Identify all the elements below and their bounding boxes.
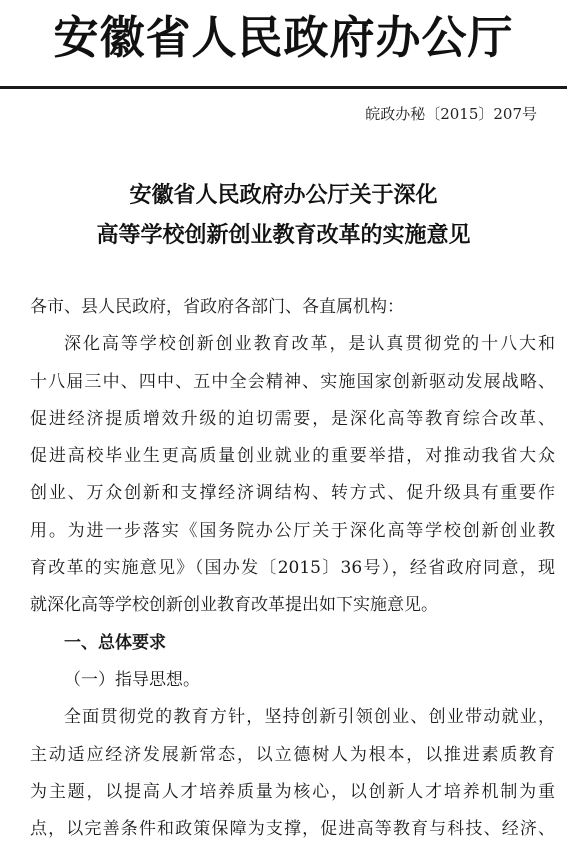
document-body bbox=[30, 289, 555, 848]
para2-line: 主动适应经济发展新常态，以立德树人为根本，以推进素质教育 bbox=[30, 744, 555, 765]
subsection-heading: （一）指导思想。 bbox=[64, 669, 200, 690]
issuing-organization-header: 安徽省人民政府办公厅 bbox=[53, 11, 514, 64]
para2-line: 点，以完善条件和政策保障为支撑，促进高等教育与科技、经济、 bbox=[30, 819, 555, 840]
para1-line: 育改革的实施意见》（国办发〔2015〕36号），经省政府同意，现 bbox=[30, 558, 555, 579]
para1-line: 用。为进一步落实《国务院办公厅关于深化高等学校创新创业教 bbox=[30, 520, 555, 541]
para1-line: 创业、万众创新和支撑经济调结构、转方式、促升级具有重要作 bbox=[30, 483, 555, 504]
para1-line: 促进高校毕业生更高质量创业就业的重要举措，对推动我省大众 bbox=[30, 446, 555, 467]
document-title-line-1: 安徽省人民政府办公厅关于深化 bbox=[129, 182, 438, 208]
para1-line: 就深化高等学校创新创业教育改革提出如下实施意见。 bbox=[30, 595, 438, 616]
para1-line: 深化高等学校创新创业教育改革，是认真贯彻党的十八大和 bbox=[64, 334, 555, 355]
para1-line: 促进经济提质增效升级的迫切需要，是深化高等教育综合改革、 bbox=[30, 408, 555, 429]
document-title-line-2: 高等学校创新创业教育改革的实施意见 bbox=[96, 222, 471, 248]
para2-line: 为主题，以提高人才培养质量为核心，以创新人才培养机制为重 bbox=[30, 781, 555, 802]
header-divider bbox=[0, 86, 567, 89]
para1-line: 十八届三中、四中、五中全会精神、实施国家创新驱动发展战略、 bbox=[30, 371, 555, 392]
para2-line: 全面贯彻党的教育方针，坚持创新引领创业、创业带动就业， bbox=[64, 707, 555, 728]
section-heading: 一、总体要求 bbox=[64, 632, 166, 653]
document-number: 皖政办秘〔2015〕207号 bbox=[365, 105, 537, 123]
addressee-line: 各市、县人民政府，省政府各部门、各直属机构： bbox=[30, 297, 404, 317]
